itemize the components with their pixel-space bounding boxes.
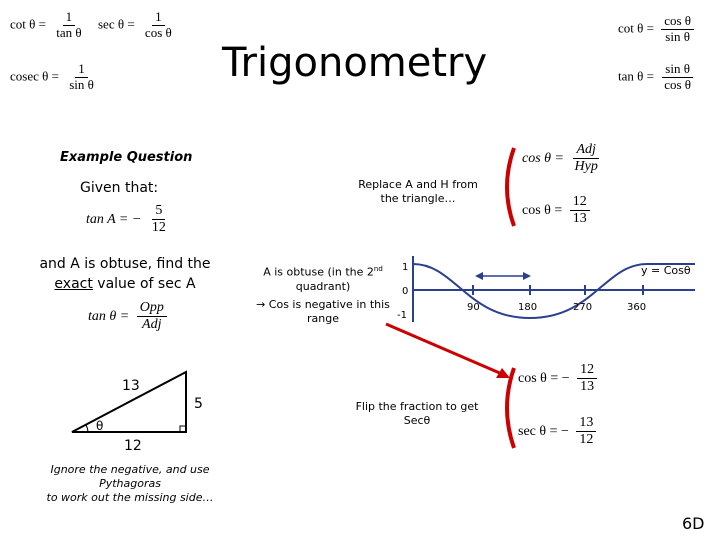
- cos-adj-hyp: [522, 142, 601, 175]
- replace-line2: the triangle…: [380, 192, 456, 205]
- given-text: Given that:: [80, 180, 159, 196]
- tan-lhs: tan θ =: [618, 68, 654, 84]
- replace-note: [352, 178, 484, 206]
- graph-label: y = Cosθ: [641, 264, 691, 277]
- x-label-270: 270: [573, 302, 593, 313]
- cos-negative-line1: → Cos is negative in this: [256, 298, 390, 311]
- tan-numerator: sin θ: [662, 62, 693, 78]
- obtuse-instruction: [20, 254, 230, 294]
- sec-numerator: 1: [152, 10, 165, 26]
- result-arrow: [380, 318, 520, 388]
- quadrant-line2: quadrant): [295, 279, 351, 293]
- y-tick-0: 0: [402, 286, 409, 297]
- given-tan-lhs: tan A = −: [86, 211, 142, 227]
- replace-line1: Replace A and H from: [358, 178, 478, 191]
- flip-line2: Secθ: [403, 414, 431, 427]
- quadrant-line1: [258, 262, 388, 280]
- cos-positive-numerator: 12: [570, 194, 590, 211]
- y-tick-neg1: -1: [397, 310, 407, 321]
- cosec-lhs: cosec θ =: [10, 68, 59, 84]
- sec-negative-lhs: sec θ = −: [518, 423, 569, 439]
- sec-lhs: sec θ =: [98, 16, 135, 32]
- cos-adj-denominator: Hyp: [574, 159, 598, 175]
- cos-adj-lhs: cos θ =: [522, 150, 564, 166]
- tan-general: [88, 300, 167, 333]
- hypotenuse-label: 13: [122, 378, 140, 394]
- tan-denominator: cos θ: [664, 76, 692, 92]
- x-label-360: 360: [627, 302, 647, 313]
- angle-arc: [86, 425, 88, 432]
- right-triangle-diagram: [60, 360, 210, 455]
- x-label-90: 90: [467, 302, 480, 313]
- pythagoras-line2: to work out the missing side…: [46, 491, 214, 504]
- flip-note: [346, 400, 488, 428]
- given-tan-denominator: 12: [151, 220, 166, 236]
- cos-negative-denominator: 13: [580, 379, 595, 395]
- arrow-right-icon: [523, 272, 531, 280]
- quadrant-line1-text: A is obtuse (in the 2: [263, 265, 374, 279]
- cosine-graph: [395, 252, 710, 327]
- y-tick-1: 1: [402, 262, 409, 273]
- sec-negative: [518, 415, 596, 448]
- exact-word: exact: [54, 276, 93, 292]
- sec-identity: [98, 10, 175, 41]
- result-arrow-line: [386, 324, 502, 374]
- pythagoras-line1: Ignore the negative, and use Pythagoras: [50, 463, 210, 490]
- opposite-label: 5: [194, 396, 203, 412]
- upper-bracket: [492, 142, 520, 232]
- cos-adj-numerator: Adj: [573, 142, 598, 159]
- given-tan-numerator: 5: [152, 203, 165, 220]
- obtuse-line1: and A is obtuse, find the: [39, 256, 211, 272]
- cos-negative: [518, 362, 597, 395]
- theta-label: θ: [96, 419, 104, 433]
- pythagoras-note: [20, 463, 240, 505]
- tan-general-numerator: Opp: [137, 300, 167, 317]
- flip-line1: Flip the fraction to get: [355, 400, 479, 413]
- sec-negative-numerator: 13: [576, 415, 596, 432]
- page-title: Trigonometry: [222, 40, 488, 86]
- tan-quotient-identity: [618, 62, 694, 93]
- cot-quotient-identity: [618, 14, 694, 45]
- cot-denominator: tan θ: [56, 24, 82, 40]
- given-tan: [86, 203, 169, 236]
- cos-negative-numerator: 12: [577, 362, 597, 379]
- cos-negative-line2: range: [307, 312, 339, 325]
- cos-positive-denominator: 13: [572, 211, 587, 227]
- quadrant-note: [258, 262, 388, 294]
- cosec-denominator: sin θ: [69, 76, 94, 92]
- cot-lhs: cot θ =: [10, 16, 46, 32]
- cot2-lhs: cot θ =: [618, 20, 654, 36]
- upper-bracket-curve: [507, 148, 514, 226]
- cos-positive-lhs: cos θ =: [522, 202, 563, 218]
- cosec-numerator: 1: [75, 62, 88, 78]
- slide-code: 6D: [682, 514, 705, 533]
- quadrant-superscript: nd: [373, 265, 383, 273]
- arrow-left-icon: [475, 272, 483, 280]
- cot-identity: [10, 10, 85, 41]
- tan-general-denominator: Adj: [142, 317, 162, 333]
- cot-numerator: 1: [63, 10, 76, 26]
- cos-negative-note: [252, 298, 394, 326]
- x-label-180: 180: [518, 302, 538, 313]
- example-heading: Example Question: [60, 150, 193, 165]
- sec-denominator: cos θ: [144, 24, 172, 40]
- cot2-denominator: sin θ: [665, 28, 690, 44]
- cosec-identity: [10, 62, 97, 93]
- obtuse-line2-rest: value of sec A: [92, 276, 196, 292]
- tan-general-lhs: tan θ =: [88, 308, 130, 324]
- sec-negative-denominator: 12: [579, 432, 594, 448]
- obtuse-line2: [20, 274, 230, 294]
- cos-positive: [522, 194, 590, 227]
- adjacent-label: 12: [124, 438, 142, 454]
- cos-negative-lhs: cos θ = −: [518, 370, 570, 386]
- cot2-numerator: cos θ: [661, 14, 694, 30]
